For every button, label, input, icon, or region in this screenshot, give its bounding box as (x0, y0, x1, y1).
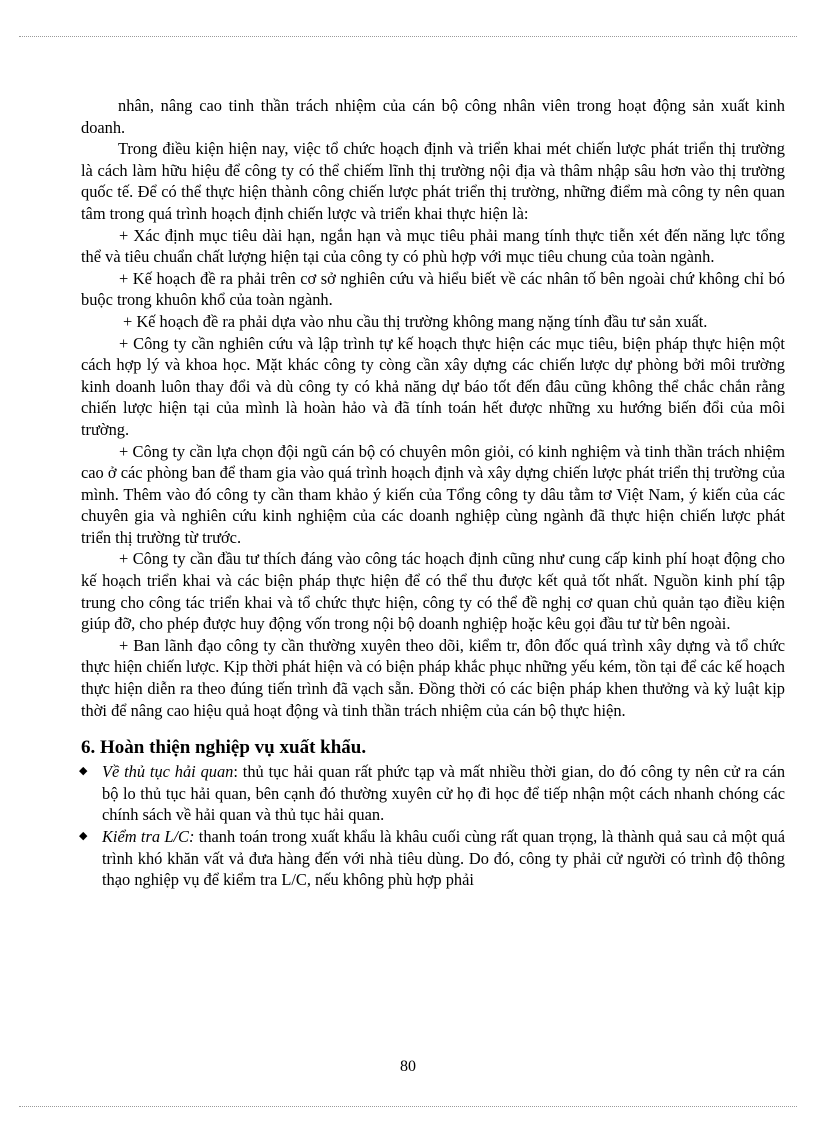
page-border-bottom (19, 1106, 797, 1107)
paragraph-7: + Công ty cần lựa chọn đội ngũ cán bộ có chuyên môn giỏi, có kinh nghiệm và tinh thần trách nhiệm cao ở các phòng ban để tham gia vào quá trình hoạch định và xây dựng chiến lược phát triển thị trường của mình. Thêm vào đó công ty cần tham khảo ý kiến của Tổng công ty dâu tằm tơ Việt Nam, ý kiến của các chuyên gia và nghiên cứu kinh nghiệm của các doanh nghiệp cùng ngành đã thực hiện chiến lược phát triển thị trường từ trước. (81, 441, 785, 547)
item-lead: Về thủ tục hải quan (102, 762, 234, 782)
bullet-icon: ◆ (79, 765, 88, 778)
item-text: thanh toán trong xuất khẩu là khâu cuối cùng rất quan trọng, là thành quả sau cả một quá trình khó khăn vất vả đưa hàng đến với nhà tiêu dùng. Do đó, công ty phải cử người có trình độ thông thạo nghiệp vụ để kiểm tra L/C, nếu không phù hợp phải (102, 827, 785, 890)
paragraph-3: + Xác định mục tiêu dài hạn, ngắn hạn và mục tiêu phải mang tính thực tiễn xét đến năng lực tổng thể và tiêu chuẩn chất lượng hiện tại của công ty có phù hợp với mục tiêu chung của toàn ngành. (81, 225, 785, 267)
item-text: thủ tục hải quan rất phức tạp và mất nhiều thời gian, do đó công ty nên cử ra cán bộ lo thủ tục hải quan, bên cạnh đó thường xuyên cử họ đi học để tiếp nhận một cách nhanh chóng các chính sách về hải quan và thủ tục hải quan. (102, 762, 786, 825)
bullet-list (81, 761, 785, 891)
page-border-top (19, 36, 797, 37)
paragraph-5: + Kế hoạch đề ra phải dựa vào nhu cầu thị trường không mang nặng tính đầu tư sản xuất. (123, 311, 708, 331)
list-item (81, 761, 785, 826)
item-lead: Kiểm tra L/C: (102, 827, 195, 846)
bullet-icon: ◆ (79, 830, 88, 842)
paragraph-6: + Công ty cần nghiên cứu và lập trình tự kế hoạch thực hiện các mục tiêu, biện pháp thực hiện một cách hợp lý và khoa học. Mặt khác công ty còng cần xây dựng các chiến lược dự phòng bởi môi trường kinh doanh luôn thay đổi và dù công ty có khả năng dự báo tốt đến đâu cũng không thể chắc chắn rằng chiến lược hiện tại của mình là hoàn hảo và đã tính toán hết được những xu hướng biến đổi của môi trường. (81, 333, 785, 439)
paragraph-9: + Ban lãnh đạo công ty cần thường xuyên theo dõi, kiểm tr, đôn đốc quá trình xây dựng và tổ chức thực hiện chiến lược. Kịp thời phát hiện và có biện pháp khắc phục những yếu kém, tồn tại để các kế hoạch thực hiện diễn ra theo đúng tiến trình đã vạch sẵn. Đồng thời có các biện pháp khen thưởng và kỷ luật kịp thời để nâng cao hiệu quả hoạt động và tinh thần trách nhiệm của cán bộ thực hiện. (81, 635, 785, 720)
list-item (81, 826, 785, 891)
section-heading: 6. Hoàn thiện nghiệp vụ xuất khẩu. (81, 737, 367, 759)
page-number: 80 (400, 1058, 416, 1075)
paragraph-1: nhân, nâng cao tinh thần trách nhiệm của cán bộ công nhân viên trong hoạt động sản xuất kinh doanh. (81, 96, 785, 137)
item-separator: : (233, 762, 243, 782)
body-text (81, 95, 785, 891)
paragraph-8: + Công ty cần đầu tư thích đáng vào công tác hoạch định cũng như cung cấp kinh phí hoạt động cho kế hoạch triển khai và các biện pháp thực hiện để có thể thu được kết quả tốt nhất. Nguồn kinh phí tập trung cho công tác triển khai và tổ chức thực hiện, công ty có thể đề nghị cơ quan chủ quản tạo điều kiện giúp đỡ, cho phép được huy động vốn trong nội bộ doanh nghiệp hoặc kêu gọi đầu tư từ bên ngoài. (81, 549, 785, 634)
paragraph-2: Trong điều kiện hiện nay, việc tổ chức hoạch định và triển khai mét chiến lược phát triển thị trường là cách làm hữu hiệu để công ty có thể chiếm lĩnh thị trường nội địa và thâm nhập sâu hơn vào thị trường quốc tế. Để có thể thực hiện thành công chiến lược phát triển thị trường, những điểm mà công ty nên quan tâm trong quá trình hoạch định chiến lược và triển khai thực hiện là: (81, 139, 785, 223)
paragraph-4: + Kế hoạch đề ra phải trên cơ sở nghiên cứu và hiểu biết về các nhân tố bên ngoài chứ không chỉ bó buộc trong khuôn khổ của toàn ngành. (81, 268, 785, 310)
